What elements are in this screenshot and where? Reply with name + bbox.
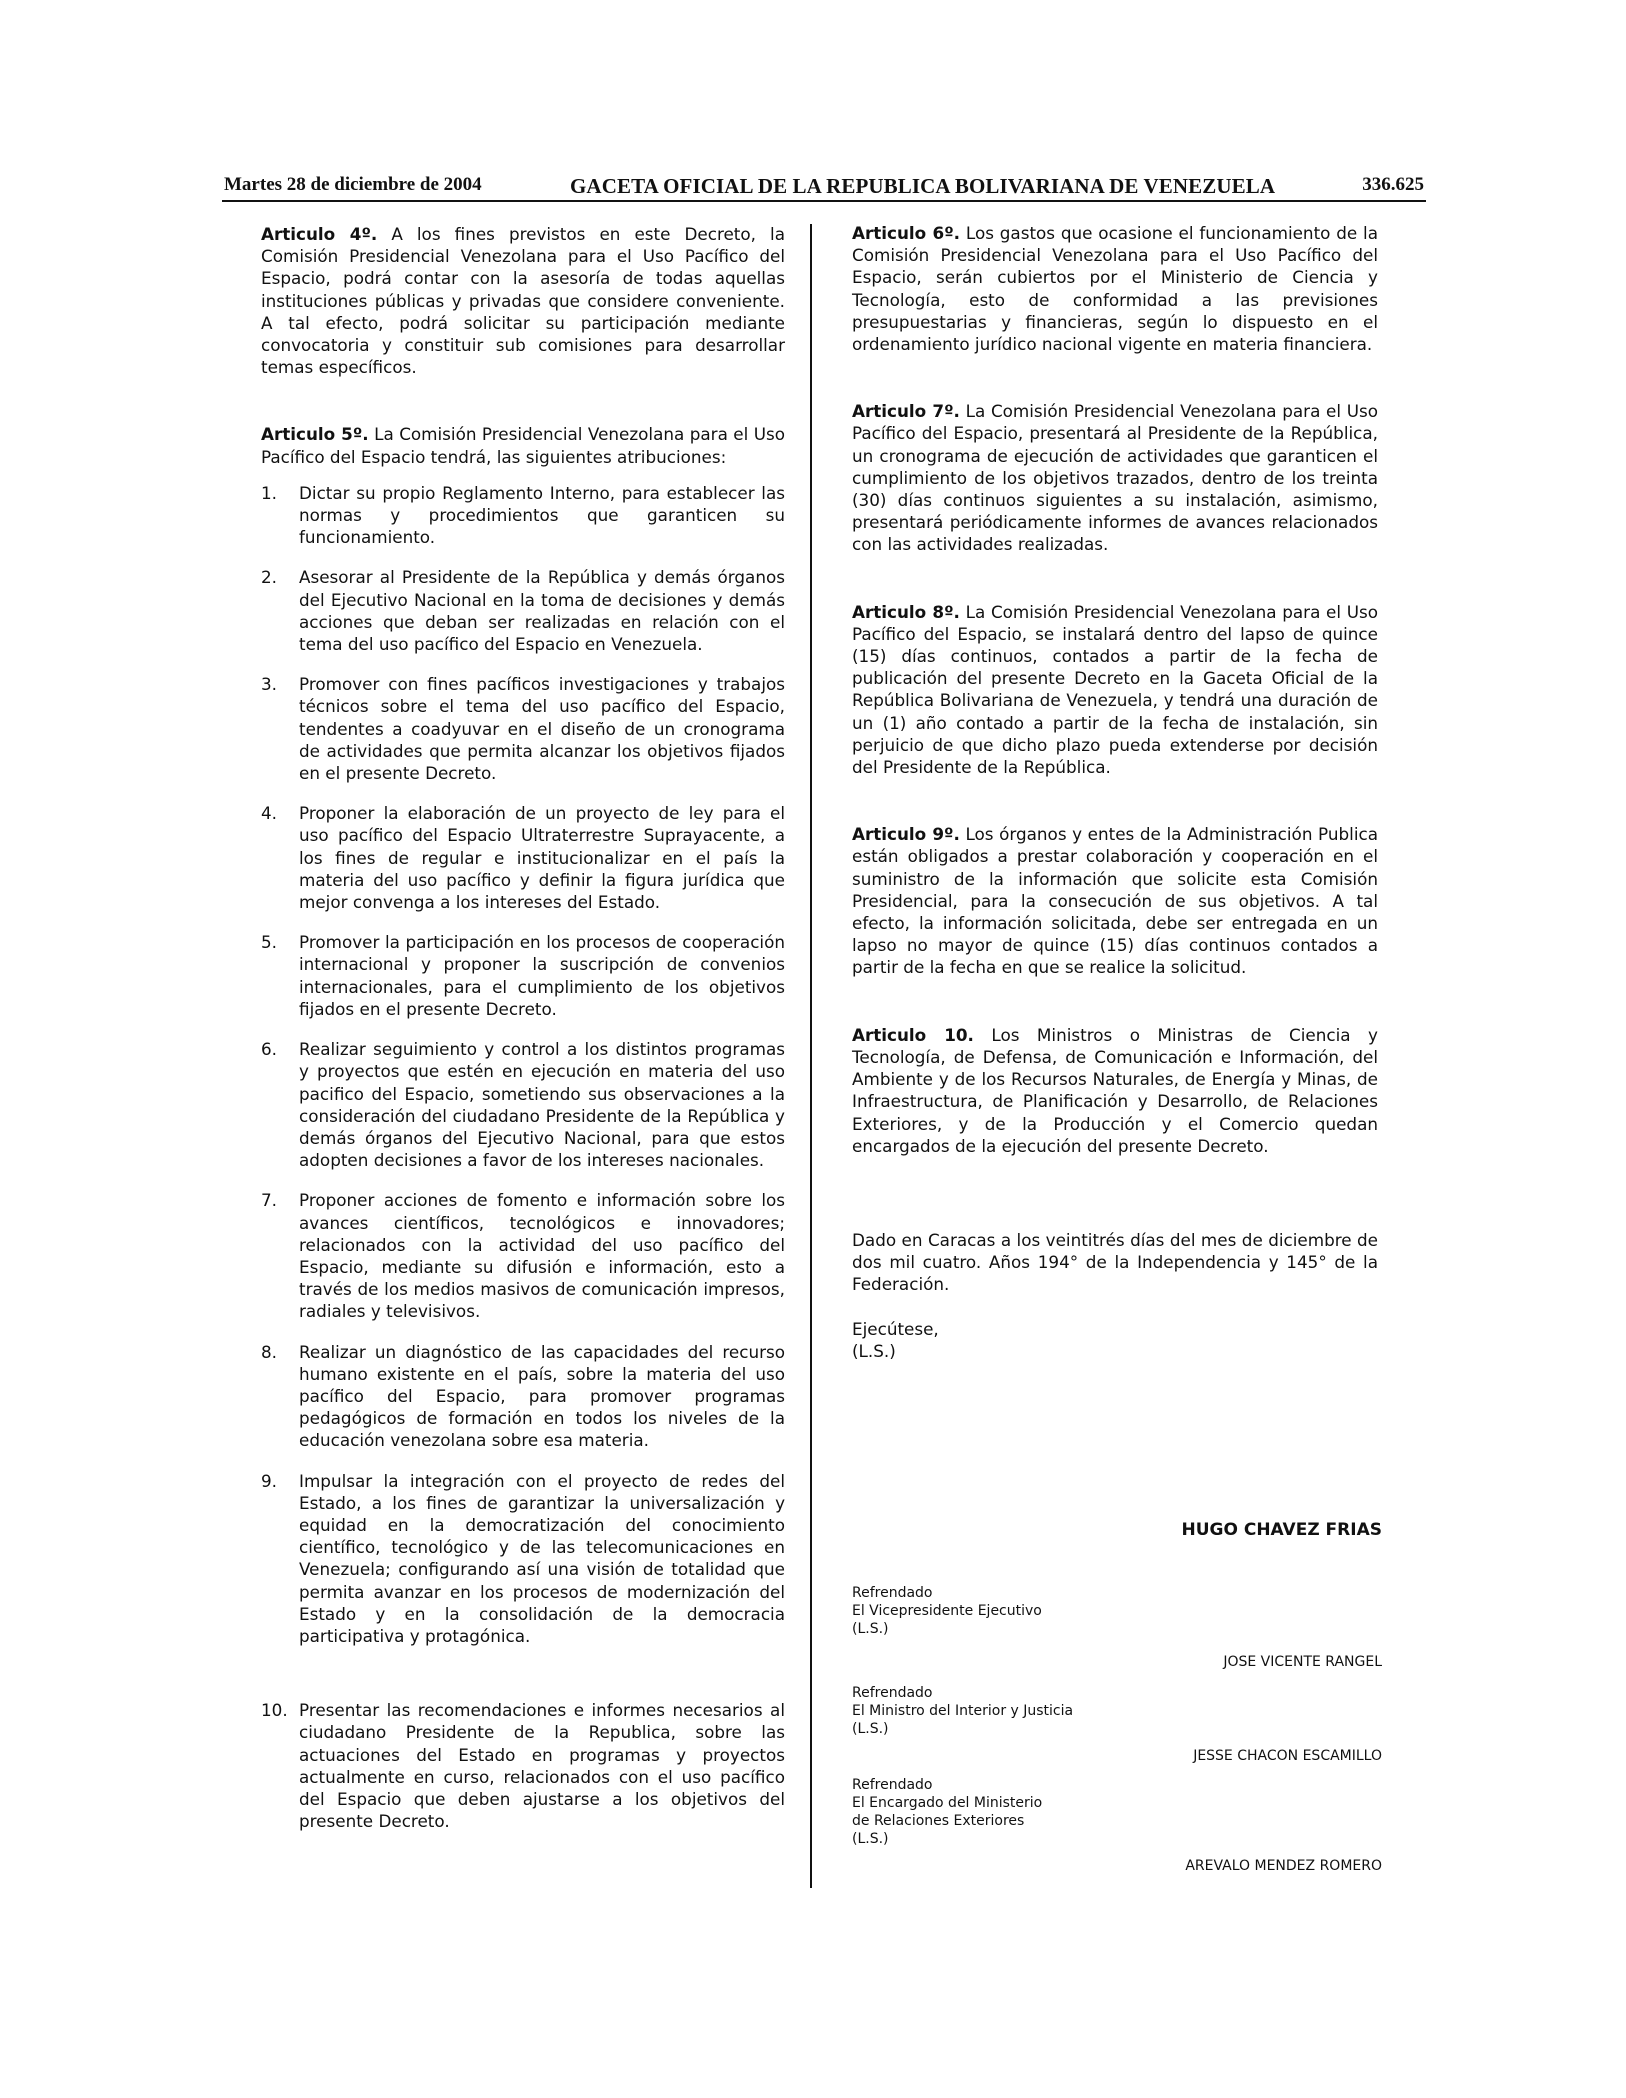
- article-4: [261, 223, 785, 378]
- article-7-label: Articulo 7º.: [852, 401, 960, 422]
- refrendo-label: Refrendado: [852, 1585, 933, 1601]
- refrendo-ls: (L.S.): [852, 1831, 889, 1847]
- list-item: [261, 1038, 785, 1171]
- refrendo-office: El Encargado del Ministerio: [852, 1795, 1043, 1811]
- refrendo-2: [852, 1684, 1073, 1738]
- item-number: 5.: [261, 932, 278, 953]
- article-4-label: Articulo 4º.: [261, 224, 378, 244]
- list-item: [261, 673, 785, 784]
- ejecutese-ls: (L.S.): [852, 1340, 896, 1361]
- article-9: [852, 823, 1378, 978]
- refrendo-label: Refrendado: [852, 1777, 933, 1793]
- right-column: [852, 222, 1378, 1362]
- article-6: [852, 222, 1378, 355]
- article-7: [852, 400, 1378, 555]
- item-text: Realizar seguimiento y control a los distintos programas y proyectos que estén en ejecución en materia del uso pacifico del Espacio, sometiendo sus observaciones a la consideración del ciudadano Presidente de la República y demás órganos del Ejecutivo Nacional, para que estos adopten decisiones a favor de los intereses nacionales.: [299, 1039, 785, 1171]
- item-text: Impulsar la integración con el proyecto de redes del Estado, a los fines de garantizar la universalización y equidad en la democratización del conocimiento científico, tecnológico y de las telecomunicaciones en Venezuela; configurando así una visión de totalidad que permita avanzar en los procesos de modernización del Estado y en la consolidación de la democracia participativa y protagónica.: [299, 1470, 785, 1646]
- refrendo-office-cont: de Relaciones Exteriores: [852, 1813, 1025, 1829]
- signatory-name: AREVALO MENDEZ ROMERO: [1185, 1858, 1382, 1874]
- list-item: [261, 802, 785, 913]
- president-name: HUGO CHAVEZ FRIAS: [1181, 1520, 1382, 1540]
- item-text: Realizar un diagnóstico de las capacidades del recurso humano existente en el país, sobre la materia del uso pacífico del Espacio, para promover programas pedagógicos de formación en todos los niveles de la educación venezolana sobre esa materia.: [299, 1341, 785, 1451]
- gazette-header: [224, 174, 1424, 200]
- signatory-name: JOSE VICENTE RANGEL: [1223, 1654, 1382, 1670]
- header-rule: [222, 200, 1426, 202]
- list-item: [261, 1699, 785, 1832]
- item-text: Proponer la elaboración de un proyecto de ley para el uso pacífico del Espacio Ultraterrestre Suprayacente, a los fines de regular e institucionalizar en el país la materia del uso pacífico y definir la figura jurídica que mejor convenga a los intereses del Estado.: [299, 803, 785, 913]
- article-8-text: La Comisión Presidencial Venezolana para el Uso Pacífico del Espacio, se instalará dentro del lapso de quince (15) días continuos, contados a partir de la fecha de publicación del presente Decreto en la Gaceta Oficial de la República Bolivariana de Venezuela, y tendrá una duración de un (1) año contado a partir de la fecha de instalación, sin perjuicio de que dicho plazo pueda extenderse por decisión del Presidente de la República.: [852, 601, 1379, 778]
- item-text: Proponer acciones de fomento e información sobre los avances científicos, tecnológicos e innovadores; relacionados con la actividad del uso pacífico del Espacio, mediante su difusión e información, esto a través de los medios masivos de comunicación impresos, radiales y televisivos.: [299, 1190, 785, 1322]
- issue-date: Martes 28 de diciembre de 2004: [224, 174, 482, 195]
- list-item: [261, 1341, 785, 1452]
- list-item: [261, 566, 785, 655]
- article-10: [852, 1024, 1378, 1157]
- article-9-label: Articulo 9º.: [852, 824, 960, 845]
- article-6-text: Los gastos que ocasione el funcionamiento de la Comisión Presidencial Venezolana para el Uso Pacífico del Espacio, serán cubiertos por el Ministerio de Ciencia y Tecnología, esto de conformidad a las previsiones presupuestarias y financieras, según lo dispuesto en el ordenamiento jurídico nacional vigente en materia financiera.: [852, 223, 1378, 355]
- article-10-text: Los Ministros o Ministras de Ciencia y Tecnología, de Defensa, de Comunicación e Información, del Ambiente y de los Recursos Naturales, de Energía y Minas, de Infraestructura, de Planificación y Desarrollo, de Relaciones Exteriores, y de la Producción y el Comercio quedan encargados de la ejecución del presente Decreto.: [852, 1024, 1378, 1156]
- article-4-text: A los fines previstos en este Decreto, la Comisión Presidencial Venezolana para el Uso Pacífico del Espacio, podrá contar con la asesoría de todas aquellas instituciones públicas y privadas que considere conveniente. A tal efecto, podrá solicitar su participación mediante convocatoria y constituir sub comisiones para desarrollar temas específicos.: [261, 224, 785, 378]
- item-text: Promover la participación en los procesos de cooperación internacional y proponer la suscripción de convenios internacionales, para el cumplimiento de los objetivos fijados en el presente Decreto.: [299, 932, 785, 1019]
- refrendo-label: Refrendado: [852, 1685, 933, 1701]
- item-number: 4.: [261, 803, 278, 824]
- signature-block: [852, 1520, 1382, 1880]
- refrendo-office: El Vicepresidente Ejecutivo: [852, 1603, 1042, 1619]
- ejecutese: Ejecútese,: [852, 1318, 939, 1339]
- left-column: [261, 223, 785, 1850]
- item-number: 3.: [261, 674, 278, 695]
- article-8-label: Articulo 8º.: [852, 601, 960, 622]
- article-8: [852, 601, 1378, 779]
- list-item: [261, 482, 785, 549]
- item-text: Asesorar al Presidente de la República y demás órganos del Ejecutivo Nacional en la toma de decisiones y demás acciones que deban ser realizadas en relación con el tema del uso pacífico del Espacio en Venezuela.: [299, 567, 785, 655]
- item-text: Dictar su propio Reglamento Interno, para establecer las normas y procedimientos que garanticen su funcionamiento.: [299, 482, 785, 548]
- refrendo-office: El Ministro del Interior y Justicia: [852, 1703, 1074, 1719]
- article-5-text: La Comisión Presidencial Venezolana para el Uso Pacífico del Espacio tendrá, las siguientes atribuciones:: [261, 424, 786, 467]
- list-item: [261, 1470, 785, 1648]
- item-text: Promover con fines pacíficos investigaciones y trabajos técnicos sobre el tema del uso pacífico del Espacio, tendentes a coadyuvar en el diseño de un cronograma de actividades que permita alcanzar los objetivos fijados en el presente Decreto.: [299, 674, 785, 784]
- item-text: Presentar las recomendaciones e informes necesarios al ciudadano Presidente de la Republica, sobre las actuaciones del Estado en programas y proyectos actualmente en curso, relacionados con el uso pacífico del Espacio que deben ajustarse a los objetivos del presente Decreto.: [299, 1700, 785, 1832]
- item-number: 1.: [261, 482, 278, 503]
- refrendo-ls: (L.S.): [852, 1721, 889, 1737]
- item-number: 9.: [261, 1470, 278, 1491]
- item-number: 7.: [261, 1190, 278, 1211]
- column-divider: [810, 224, 812, 1888]
- refrendo-ls: (L.S.): [852, 1621, 889, 1637]
- attributions-list: [261, 482, 785, 1833]
- list-item: [261, 931, 785, 1020]
- article-9-text: Los órganos y entes de la Administración Publica están obligados a prestar colaboración y cooperación en el suministro de la información que solicite esta Comisión Presidencial, para la consecución de sus objetivos. A tal efecto, la información solicitada, debe ser entregada en un lapso no mayor de quince (15) días continuos contados a partir de la fecha en que se realice la solicitud.: [852, 824, 1378, 978]
- article-5-label: Articulo 5º.: [261, 424, 369, 445]
- article-5: [261, 423, 785, 467]
- article-6-label: Articulo 6º.: [852, 223, 961, 243]
- signatory-name: JESSE CHACON ESCAMILLO: [1193, 1748, 1382, 1764]
- item-number: 2.: [261, 567, 278, 588]
- list-item: [261, 1189, 785, 1322]
- gazette-title: GACETA OFICIAL DE LA REPUBLICA BOLIVARIANA DE VENEZUELA: [570, 174, 1276, 198]
- item-number: 8.: [261, 1341, 278, 1362]
- item-number: 10.: [261, 1700, 288, 1721]
- article-7-text: La Comisión Presidencial Venezolana para el Uso Pacífico del Espacio, presentará al Presidente de la República, un cronograma de ejecución de actividades que garanticen el cumplimiento de los objetivos trazados, dentro de los treinta (30) días continuos siguientes a su instalación, asimismo, presentará periódicamente informes de avances relacionados con las actividades realizadas.: [852, 401, 1379, 555]
- dado-en-caracas: Dado en Caracas a los veintitrés días del mes de diciembre de dos mil cuatro. Años 194° de la Independencia y 145° de la Federación.: [852, 1229, 1378, 1295]
- article-10-label: Articulo 10.: [852, 1024, 974, 1045]
- refrendo-3: [852, 1776, 1042, 1848]
- item-number: 6.: [261, 1039, 278, 1060]
- page-number: 336.625: [1362, 174, 1424, 195]
- refrendo-1: [852, 1584, 1042, 1638]
